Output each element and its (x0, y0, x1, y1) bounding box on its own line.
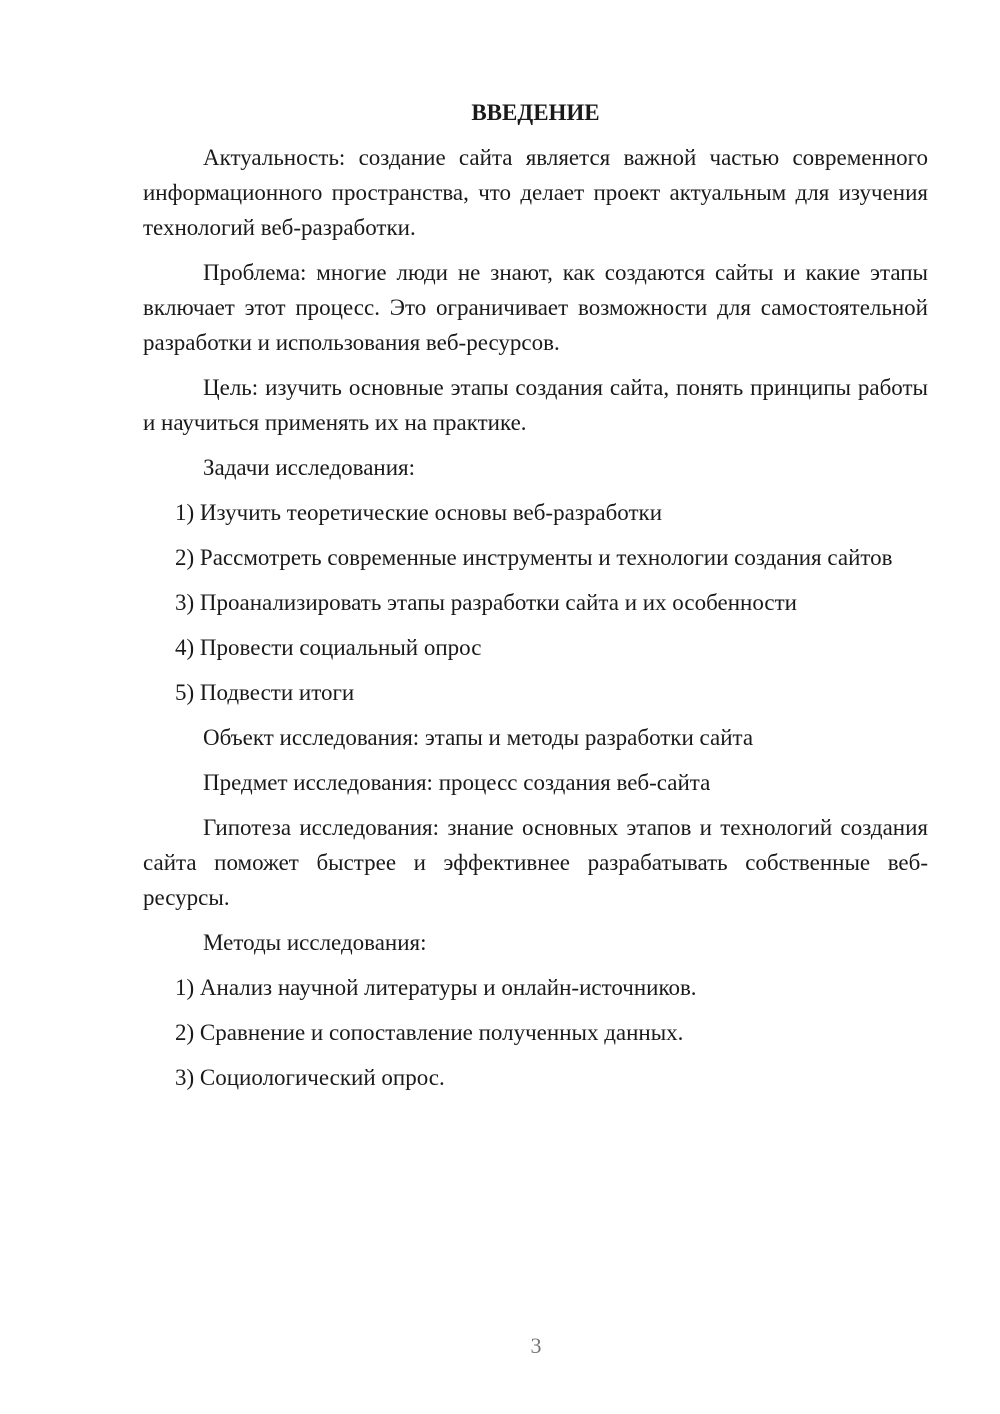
problem-paragraph: Проблема: многие люди не знают, как создаются сайты и какие этапы включает этот процесс. Это ограничивает возможности для самостоятельной разработки и использования веб-ресурсов. (143, 260, 928, 355)
method-item: 1) Анализ научной литературы и онлайн-источников. (175, 975, 697, 1000)
object-paragraph: Объект исследования: этапы и методы разработки сайта (203, 725, 754, 750)
method-item: 2) Сравнение и сопоставление полученных данных. (175, 1020, 684, 1045)
page-title: ВВЕДЕНИЕ (471, 100, 600, 125)
page-content (143, 95, 928, 1105)
task-item: 2) Рассмотреть современные инструменты и технологии создания сайтов (175, 545, 893, 570)
tasks-heading: Задачи исследования: (203, 455, 416, 480)
task-item: 5) Подвести итоги (175, 680, 355, 705)
methods-heading: Методы исследования: (203, 930, 427, 955)
task-item: 1) Изучить теоретические основы веб-разработки (175, 500, 662, 525)
page-number: 3 (530, 1333, 542, 1358)
subject-paragraph: Предмет исследования: процесс создания веб-сайта (203, 770, 711, 795)
goal-paragraph: Цель: изучить основные этапы создания сайта, понять принципы работы и научиться применять их на практике. (143, 375, 928, 435)
hypothesis-paragraph: Гипотеза исследования: знание основных этапов и технологий создания сайта поможет быстрее и эффективнее разрабатывать собственные веб-ресурсы. (143, 815, 928, 910)
task-item: 3) Проанализировать этапы разработки сайта и их особенности (175, 590, 797, 615)
task-item: 4) Провести социальный опрос (175, 635, 482, 660)
relevance-paragraph: Актуальность: создание сайта является важной частью современного информационного пространства, что делает проект актуальным для изучения технологий веб-разработки. (143, 145, 928, 240)
method-item: 3) Социологический опрос. (175, 1065, 445, 1090)
